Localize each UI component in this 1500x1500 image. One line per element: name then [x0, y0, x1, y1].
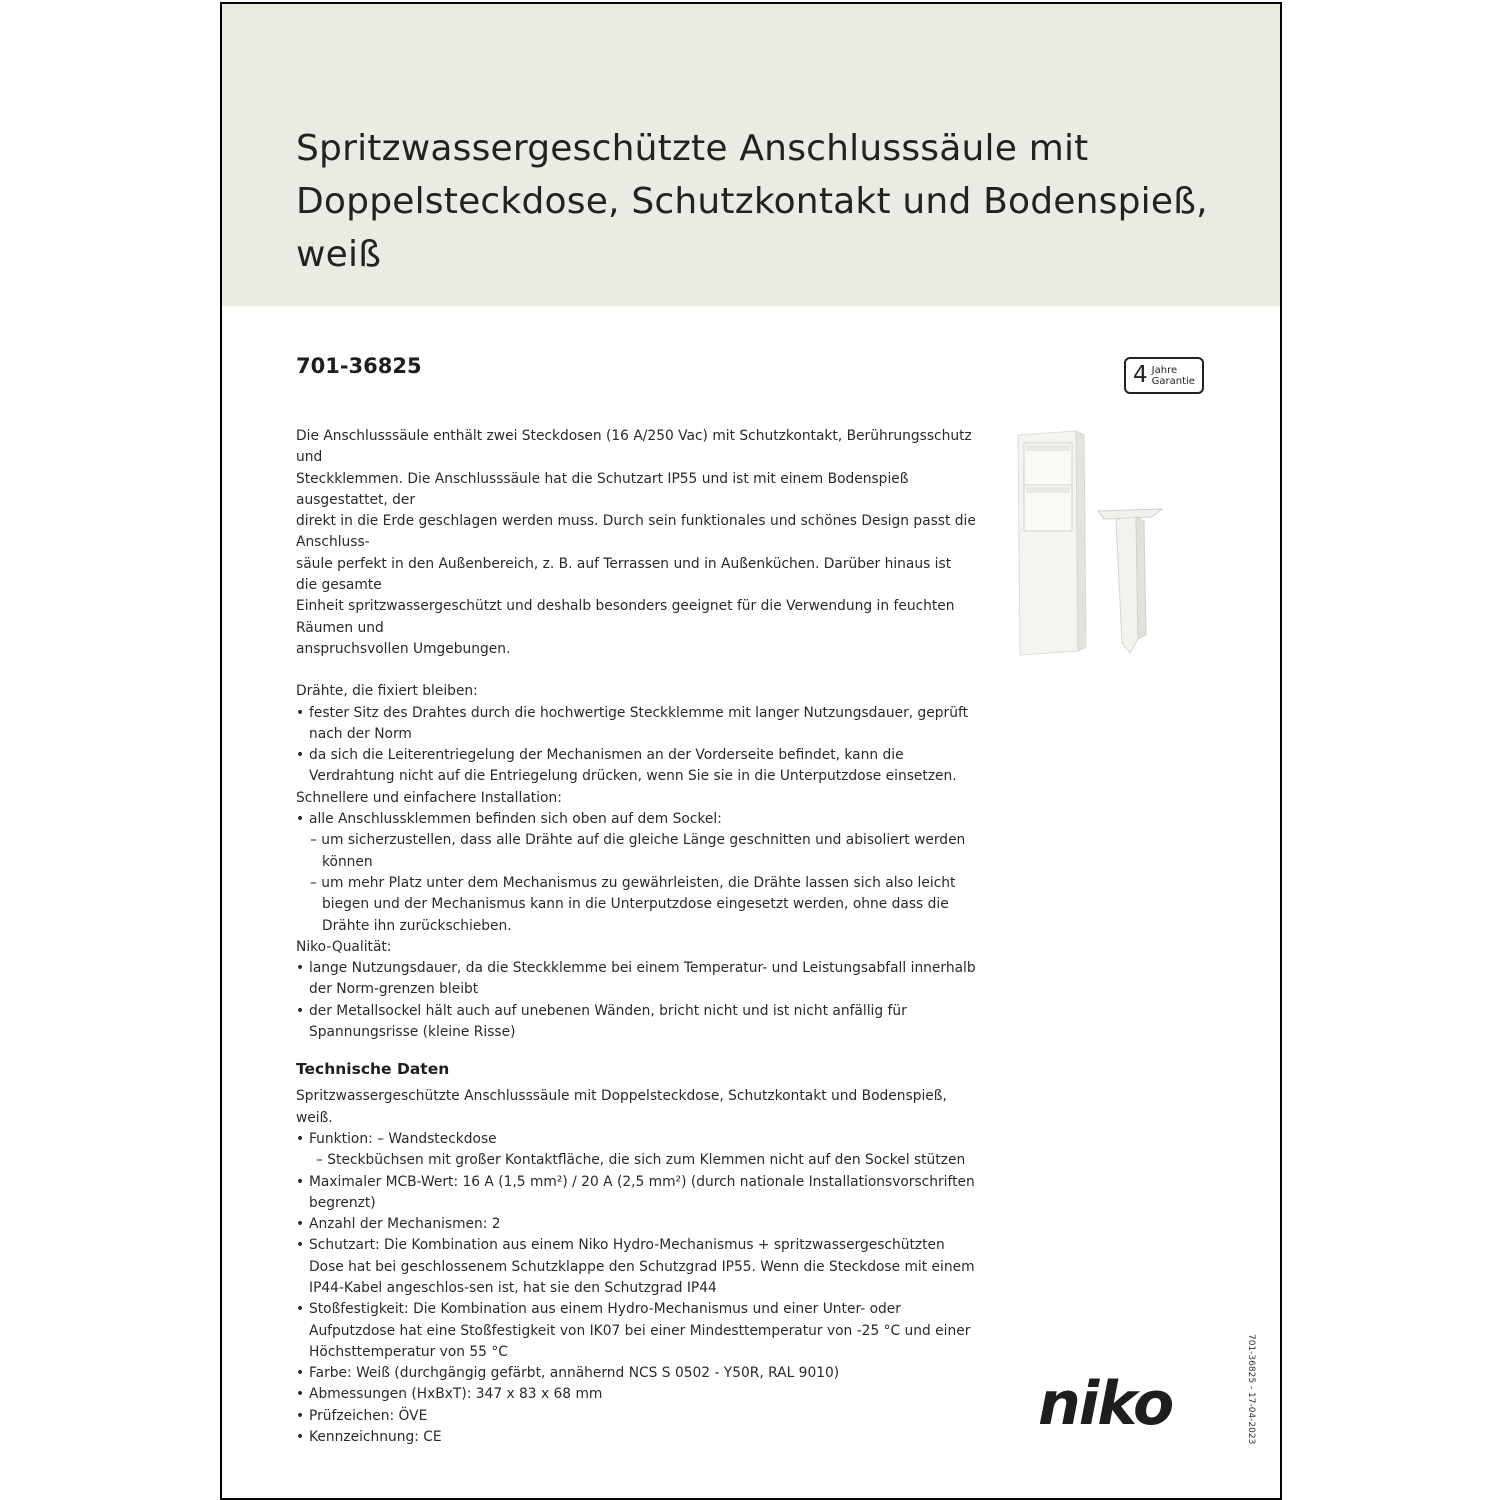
technical-list: [296, 1129, 976, 1448]
description-line: Die Anschlusssäule enthält zwei Steckdosen (16 A/250 Vac) mit Schutzkontakt, Berührungsschutz und: [296, 428, 972, 466]
warranty-line: Jahre: [1151, 364, 1178, 376]
list-item: • Kennzeichnung: CE: [296, 1427, 976, 1448]
sub-list-item: – Steckbüchsen mit großer Kontaktfläche, die sich zum Klemmen nicht auf den Sockel stützen: [316, 1152, 966, 1169]
list-item: • Abmessungen (HxBxT): 347 x 83 x 68 mm: [296, 1384, 976, 1405]
description-line: direkt in die Erde geschlagen werden muss. Durch sein funktionales und schönes Design passt die Anschluss-: [296, 513, 976, 551]
document-code: [1244, 1334, 1258, 1445]
main-content: [296, 426, 976, 1448]
list-item: • fester Sitz des Drahtes durch die hochwertige Steckklemme mit langer Nutzungsdauer, geprüft nach der Norm: [296, 703, 976, 746]
description-line: Steckklemmen. Die Anschlusssäule hat die Schutzart IP55 und ist mit einem Bodenspieß ausgestattet, der: [296, 470, 909, 508]
product-image: [1012, 429, 1172, 661]
datasheet-page: [220, 2, 1282, 1500]
warranty-text: [1152, 365, 1195, 387]
page-title: [296, 122, 1216, 281]
list-item: • Maximaler MCB-Wert: 16 A (1,5 mm²) / 20 A (2,5 mm²) (durch nationale Installationsvorschriften begrenzt): [296, 1172, 976, 1215]
logo-text: niko: [1038, 1374, 1173, 1432]
description-line: säule perfekt in den Außenbereich, z. B. auf Terrassen und in Außenküchen. Darüber hinaus ist die gesamte: [296, 555, 952, 594]
sub-list-item: – um sicherzustellen, dass alle Drähte auf die gleiche Länge geschnitten und abisoliert werden können: [310, 832, 966, 870]
warranty-badge: [1124, 357, 1204, 394]
install-heading: Schnellere und einfachere Installation:: [296, 789, 562, 806]
list-item: • da sich die Leiterentriegelung der Mechanismen an der Vorderseite befindet, kann die Verdrahtung nicht auf die Entriegelung drücken, wenn Sie sie in die Unterputzdose einsetzen.: [296, 745, 976, 788]
list-item: • Anzahl der Mechanismen: 2: [296, 1214, 976, 1235]
description-line: anspruchsvollen Umgebungen.: [296, 640, 511, 657]
warranty-line: Garantie: [1151, 375, 1195, 387]
sub-list-item: – um mehr Platz unter dem Mechanismus zu gewährleisten, die Drähte lassen sich also leicht biegen und der Mechanismus kann in die Unterputzdose eingesetzt werden, ohne dass die Drähte ihn zurückschieben.: [310, 874, 956, 934]
quality-heading: Niko-Qualität:: [296, 938, 392, 955]
title-line: Spritzwassergeschützte Anschlusssäule mit: [296, 128, 1089, 169]
title-line: Doppelsteckdose, Schutzkontakt und Bodenspieß,: [296, 181, 1208, 222]
list-item: • lange Nutzungsdauer, da die Steckklemme bei einem Temperatur- und Leistungsabfall innerhalb der Norm-grenzen bleibt: [296, 958, 976, 1001]
wires-list: [296, 703, 976, 788]
niko-logo: [1038, 1374, 1212, 1432]
install-list: [296, 809, 976, 937]
technical-intro: Spritzwassergeschützte Anschlusssäule mit Doppelsteckdose, Schutzkontakt und Bodenspieß, weiß.: [296, 1088, 947, 1126]
list-item: • Schutzart: Die Kombination aus einem Niko Hydro-Mechanismus + spritzwassergeschützten Dose hat bei geschlossenem Schutzklappe den Schutzgrad IP55. Wenn die Steckdose mit einem IP44-Kabel angeschlos-sen ist, hat sie den Schutzgrad IP44: [296, 1235, 976, 1299]
title-line: weiß: [296, 234, 382, 275]
wires-heading: Drähte, die fixiert bleiben:: [296, 683, 478, 700]
list-item: • Funktion: – Wandsteckdose: [296, 1129, 976, 1150]
list-item: • der Metallsockel hält auch auf unebenen Wänden, bricht nicht und ist nicht anfällig für Spannungsrisse (kleine Risse): [296, 1001, 976, 1044]
list-item: • Farbe: Weiß (durchgängig gefärbt, annähernd NCS S 0502 - Y50R, RAL 9010): [296, 1363, 976, 1384]
warranty-years: 4: [1133, 362, 1148, 388]
side-code-text: 701-36825 - 17-04-2023: [1246, 1334, 1256, 1445]
list-item: • Prüfzeichen: ÖVE: [296, 1406, 976, 1427]
technical-heading: Technische Daten: [296, 1060, 450, 1079]
list-item: • Stoßfestigkeit: Die Kombination aus einem Hydro-Mechanismus und einer Unter- oder Aufputzdose hat eine Stoßfestigkeit von IK07 bei einer Mindesttemperatur von -25 °C und einer Höchsttemperatur von 55 °C: [296, 1299, 976, 1363]
list-item: • alle Anschlussklemmen befinden sich oben auf dem Sockel:: [296, 809, 976, 830]
article-number: 701-36825: [296, 354, 422, 378]
quality-list: [296, 958, 976, 1043]
header-band: [222, 4, 1280, 306]
description-line: Einheit spritzwassergeschützt und deshalb besonders geeignet für die Verwendung in feuchten Räumen und: [296, 598, 955, 636]
description: [296, 426, 976, 660]
